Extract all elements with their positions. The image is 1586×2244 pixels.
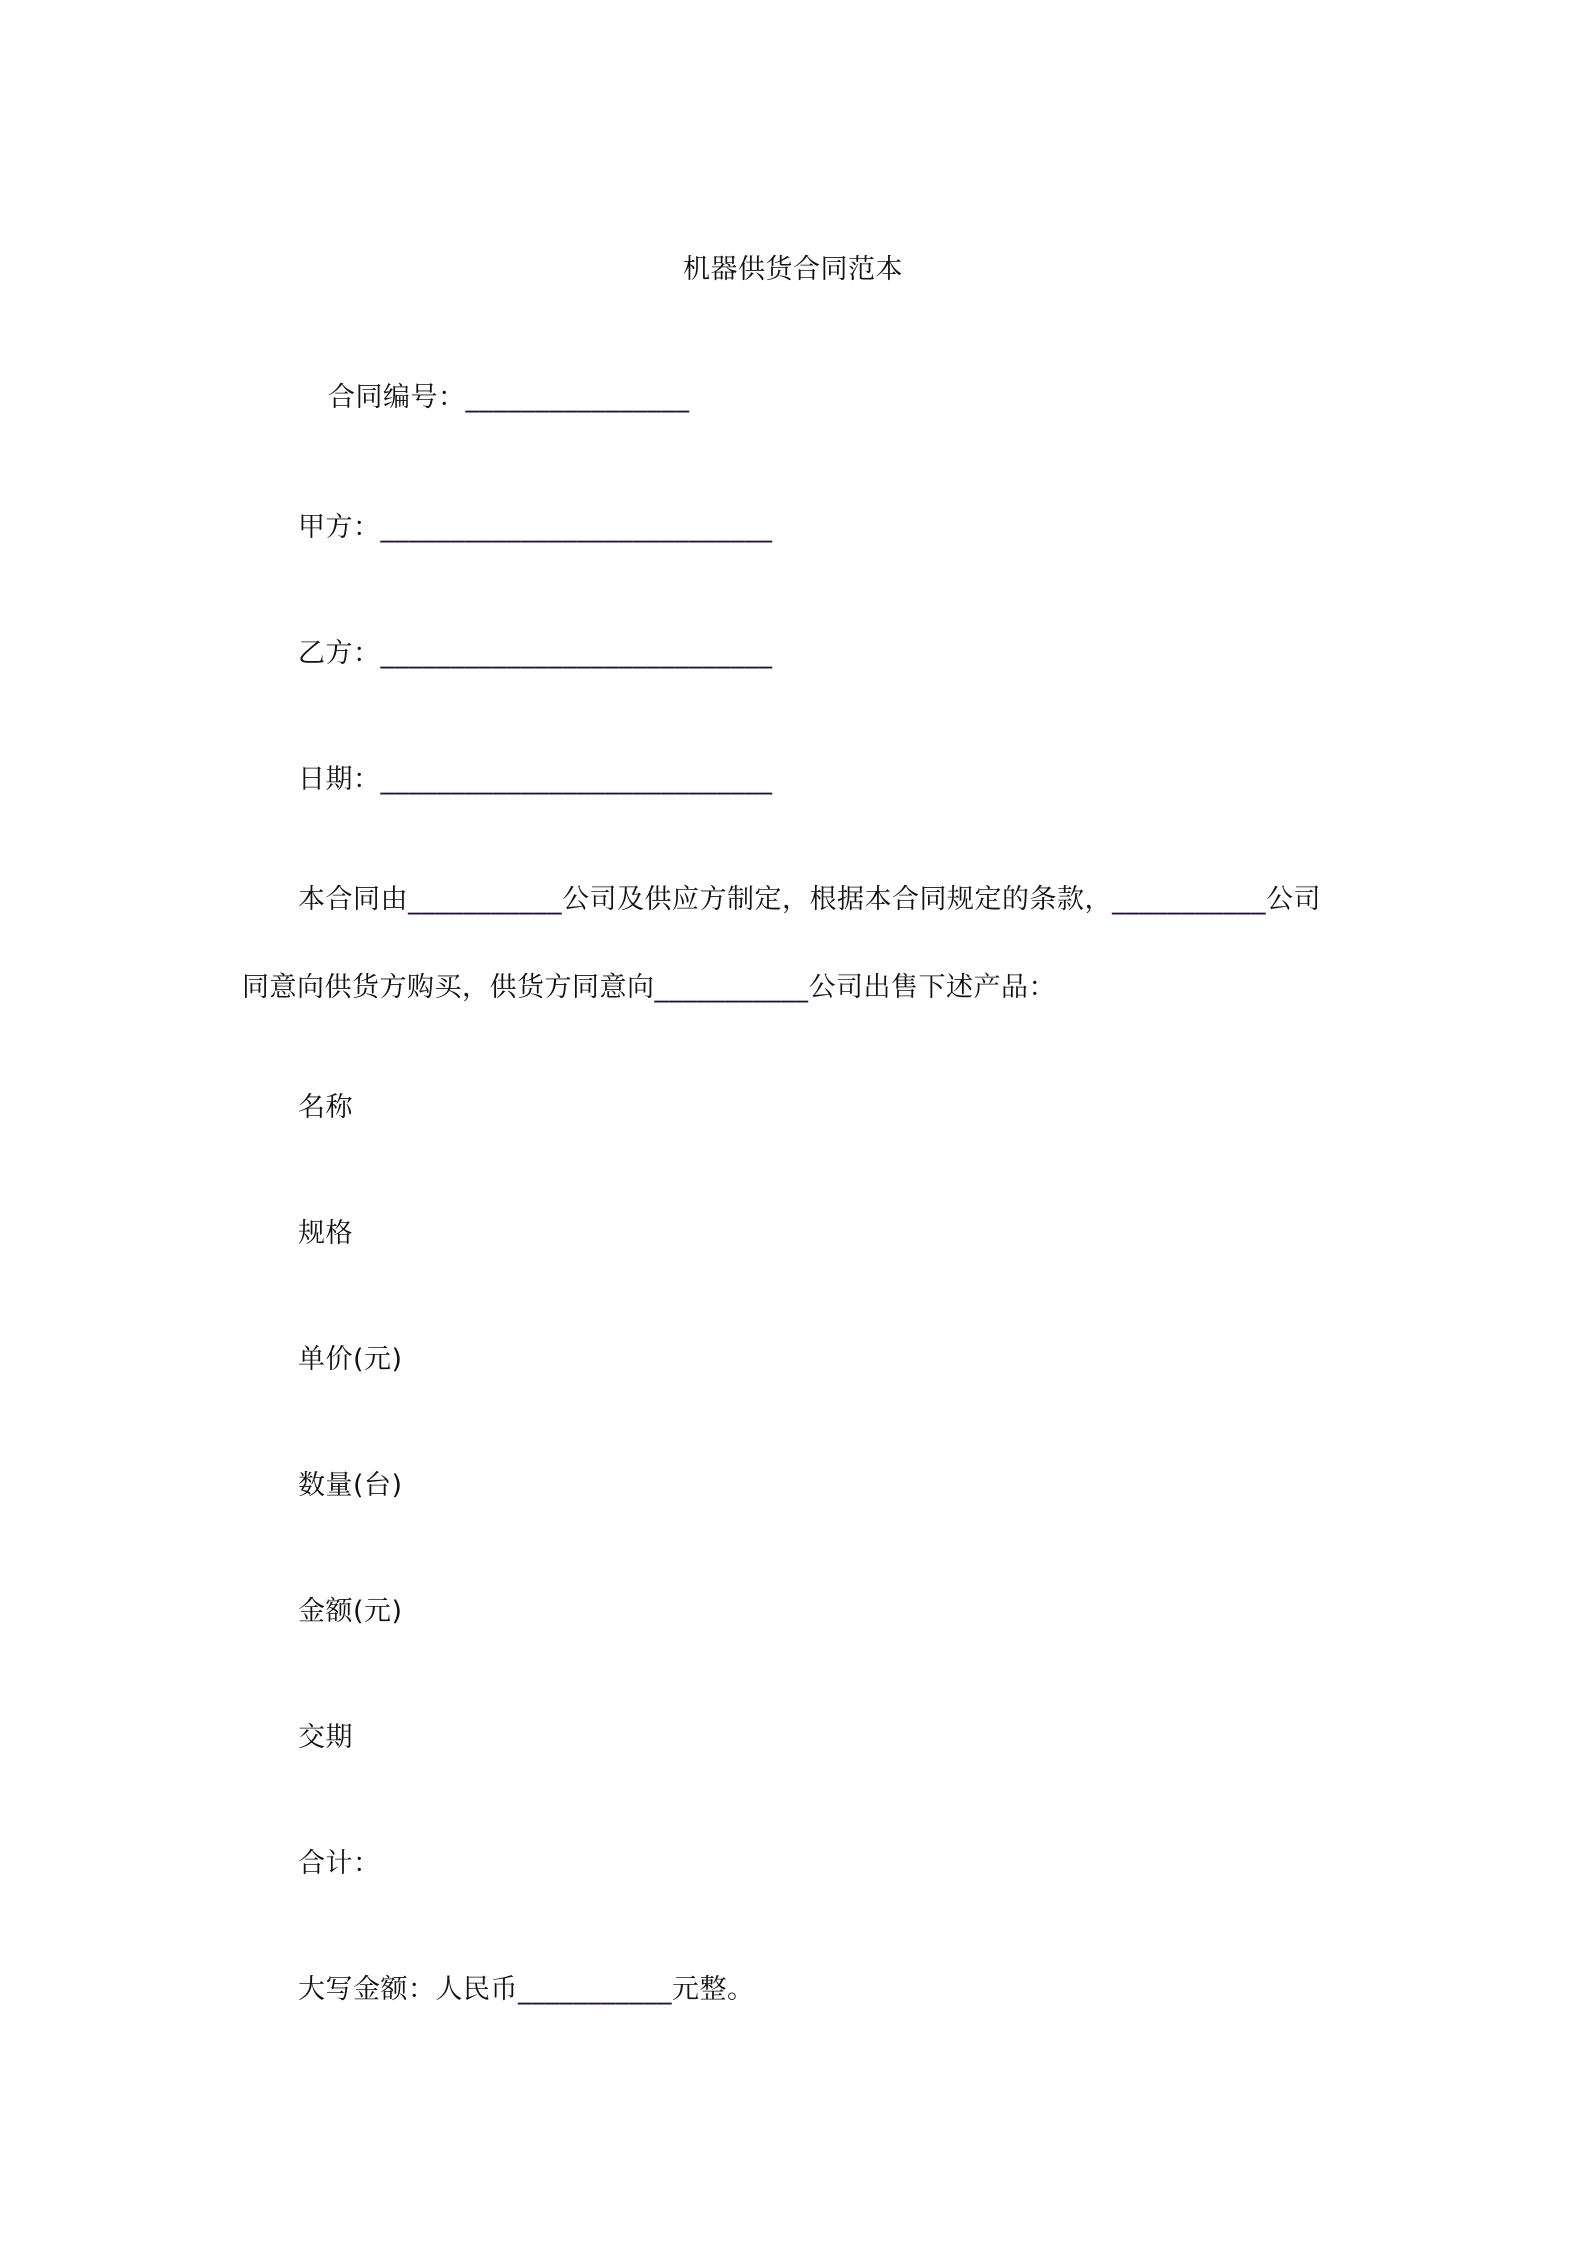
field-unit-price: 单价(元) (298, 1344, 403, 1375)
date-label: 日期： (298, 764, 381, 795)
intro-line-2 (242, 970, 1056, 1006)
field-spec: 规格 (298, 1218, 353, 1249)
party-a-blank[interactable]: ____________________________ (380, 512, 773, 543)
field-quantity: 数量(台) (298, 1470, 403, 1501)
intro-blank-2[interactable]: ___________ (1112, 884, 1266, 915)
contract-number-label: 合同编号： (328, 382, 466, 413)
intro-line-1 (298, 882, 1321, 918)
document-title: 机器供货合同范本 (683, 254, 903, 285)
contract-number-blank[interactable]: ________________ (465, 382, 690, 413)
capital-amount-suffix: 元整。 (672, 1974, 755, 2005)
contract-number-line (328, 380, 690, 416)
intro-text-5: 公司出售下述产品： (808, 972, 1056, 1003)
capital-amount-blank[interactable]: ___________ (518, 1974, 672, 2005)
date-blank[interactable]: ____________________________ (380, 764, 773, 795)
party-b-line (298, 636, 773, 672)
party-b-label: 乙方： (298, 638, 381, 669)
party-a-label: 甲方： (298, 512, 381, 543)
field-total: 合计： (298, 1848, 381, 1879)
field-delivery: 交期 (298, 1722, 353, 1753)
intro-text-4: 同意向供货方购买，供货方同意向 (242, 972, 655, 1003)
capital-amount-label: 大写金额：人民币 (298, 1974, 518, 2005)
field-name: 名称 (298, 1092, 353, 1123)
intro-text-3: 公司 (1266, 884, 1321, 915)
intro-text-2: 公司及供应方制定，根据本合同规定的条款， (562, 884, 1112, 915)
intro-text-1: 本合同由 (298, 884, 408, 915)
party-a-line (298, 510, 773, 546)
capital-amount-line (298, 1972, 755, 2008)
intro-blank-1[interactable]: ___________ (408, 884, 562, 915)
intro-blank-3[interactable]: ___________ (654, 972, 809, 1003)
field-amount: 金额(元) (298, 1596, 403, 1627)
date-line (298, 762, 773, 798)
party-b-blank[interactable]: ____________________________ (380, 638, 773, 669)
